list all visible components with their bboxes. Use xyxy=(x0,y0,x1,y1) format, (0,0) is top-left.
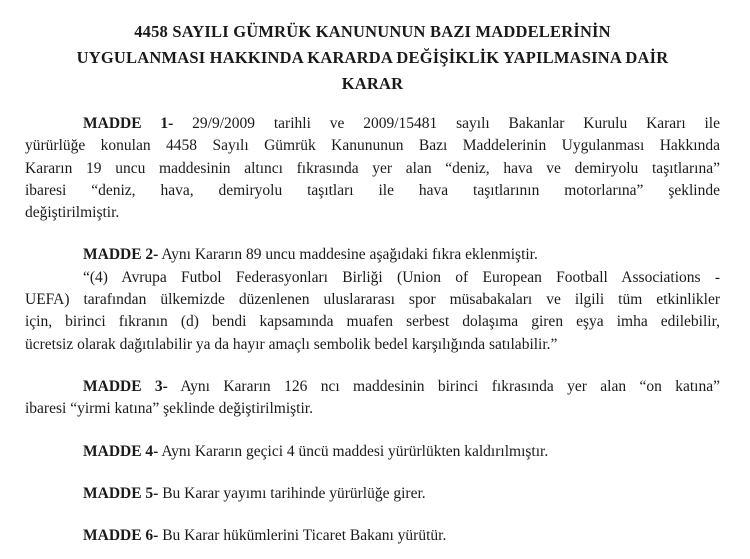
article-label: MADDE 3- xyxy=(83,377,168,395)
article-text: Aynı Kararın 126 ncı maddesinin birinci fıkrasında yer alan “on katına” xyxy=(167,377,720,395)
text-line xyxy=(25,113,720,135)
article-4-paragraph xyxy=(25,441,720,463)
text-line xyxy=(25,525,720,547)
article-6-paragraph xyxy=(25,525,720,547)
article-5-paragraph xyxy=(25,483,720,505)
text-line: ibaresi “yirmi katına” şeklinde değiştirilmiştir. xyxy=(25,400,313,418)
text-line xyxy=(25,376,720,398)
article-text: 29/9/2009 tarihli ve 2009/15481 sayılı Bakanlar Kurulu Kararı ile xyxy=(173,115,720,132)
article-text: Aynı Kararın 89 uncu maddesine aşağıdaki fıkra eklenmiştir. xyxy=(158,246,538,264)
article-2-paragraph xyxy=(25,244,720,266)
document-title-line-2: UYGULANMASI HAKKINDA KARARDA DEĞİŞİKLİK YAPILMASINA DAİR xyxy=(76,48,669,67)
article-text: Bu Karar hükümlerini Ticaret Bakanı yürütür. xyxy=(158,527,447,545)
article-label: MADDE 5- xyxy=(83,484,159,502)
text-line: için, birinci fıkranın (d) bendi kapsamında muafen serbest dolaşıma giren eşya imha edilebilir, xyxy=(25,313,720,331)
text-line xyxy=(25,441,720,463)
text-line: ücretsiz olarak dağıtılabilir ya da hayır amaçlı sembolik bedel karşılığında satılabilir.” xyxy=(25,335,558,353)
text-line: değiştirilmiştir. xyxy=(25,204,120,222)
article-2-added-clause xyxy=(25,267,720,356)
article-3-paragraph xyxy=(25,376,720,421)
text-line xyxy=(25,483,720,505)
text-line xyxy=(25,244,720,266)
text-line: UEFA) tarafından ülkemizde düzenlenen uluslararası spor müsabakaları ve ilgili tüm etkinlikler xyxy=(25,291,720,309)
article-text: Aynı Kararın geçici 4 üncü maddesi yürürlükten kaldırılmıştır. xyxy=(158,442,549,460)
article-label: MADDE 6- xyxy=(83,527,159,545)
article-label: MADDE 4- xyxy=(83,442,159,460)
text-line: “(4) Avrupa Futbol Federasyonları Birliği (Union of European Football Associations - xyxy=(83,268,720,286)
document-title xyxy=(25,19,720,97)
text-line: ibaresi “deniz, hava, demiryolu taşıtları ile hava taşıtlarının motorlarına” şeklinde xyxy=(25,181,720,199)
article-label: MADDE 2- xyxy=(83,246,159,264)
text-line: Kararın 19 uncu maddesinin altıncı fıkrasında yer alan “deniz, hava ve demiryolu taşıtlarına” xyxy=(25,159,720,177)
article-1-paragraph xyxy=(25,113,720,224)
article-text: Bu Karar yayımı tarihinde yürürlüğe girer. xyxy=(158,484,426,502)
text-line: yürürlüğe konulan 4458 Sayılı Gümrük Kanununun Bazı Maddelerinin Uygulanması Hakkında xyxy=(25,137,720,155)
document-title-line-3: KARAR xyxy=(341,74,404,93)
document-title-line-1: 4458 SAYILI GÜMRÜK KANUNUNUN BAZI MADDELERİNİN xyxy=(134,22,611,41)
article-label: MADDE 1- xyxy=(83,115,174,132)
